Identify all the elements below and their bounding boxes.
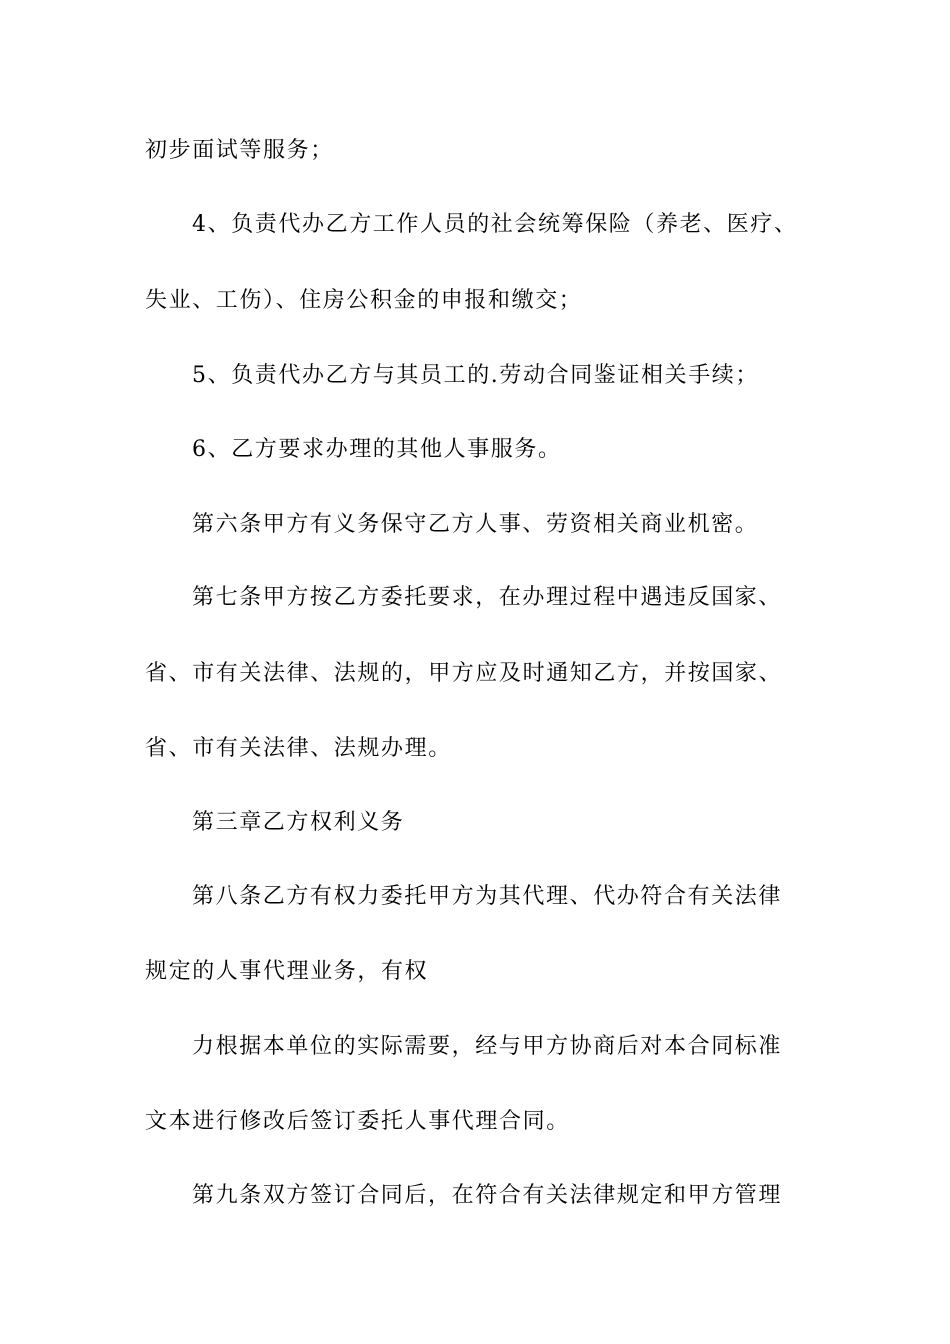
text-line: 初步面试等服务； (145, 138, 334, 163)
text-line: 失业、工伤）、住房公积金的申报和缴交； (145, 288, 583, 313)
text-line: 规定的人事代理业务，有权 (145, 959, 429, 984)
text-line: 第八条乙方有权力委托甲方为其代理、代办符合有关法律 (192, 884, 783, 909)
text-line: 文本进行修改后签订委托人事代理合同。 (145, 1109, 570, 1134)
text-line: 省、市有关法律、法规的，甲方应及时通知乙方，并按国家、 (145, 661, 783, 686)
text-line: 第九条双方签订合同后，在符合有关法律规定和甲方管理 (192, 1183, 783, 1208)
text-line: 省、市有关法律、法规办理。 (145, 736, 452, 761)
text-line: 4、负责代办乙方工作人员的社会统筹保险（养老、医疗、 (192, 212, 798, 237)
text-line: 第六条甲方有义务保守乙方人事、劳资相关商业机密。 (192, 512, 759, 537)
chapter-heading: 第三章乙方权利义务 (192, 810, 405, 835)
text-line: 5、负责代办乙方与其员工的.劳动合同鉴证相关手续； (192, 363, 759, 388)
text-line: 力根据本单位的实际需要，经与甲方协商后对本合同标准 (192, 1034, 783, 1059)
text-line: 第七条甲方按乙方委托要求，在办理过程中遇违反国家、 (192, 585, 783, 610)
text-line: 6、乙方要求办理的其他人事服务。 (192, 437, 562, 462)
